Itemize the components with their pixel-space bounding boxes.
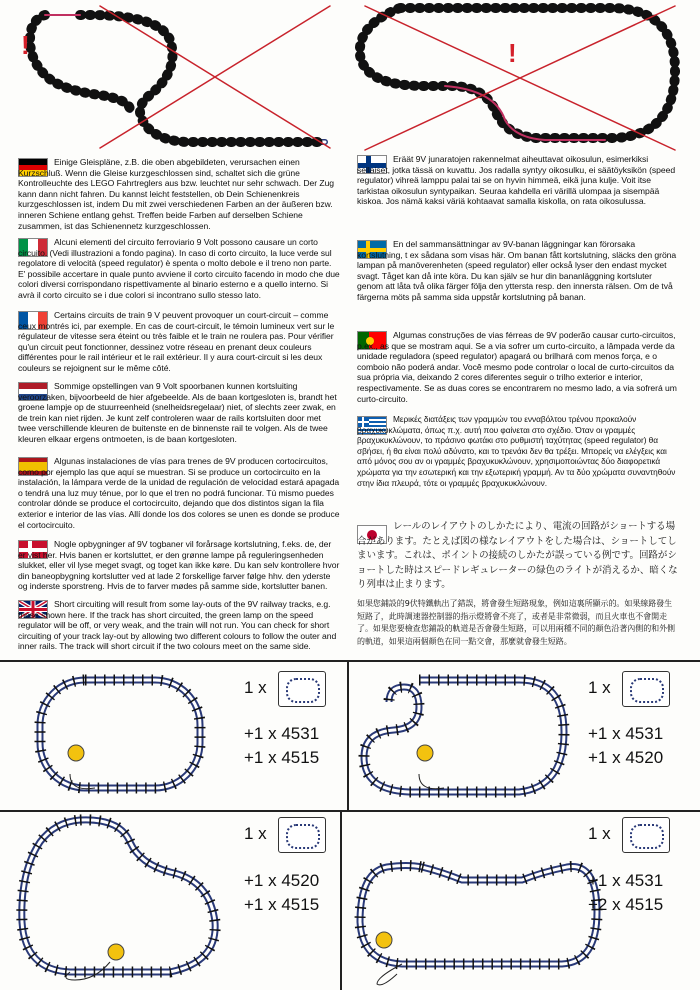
text-english: Short circuiting will result from some lay-outs of the 9V railway tracks, e.g. those shown here. If the track has short circuited, the green lamp on the speed regulator will be off, or very weak, and the train will not run. You can check for short circuiting of your track lay-out by allowing two different colours to follow the outer and inner rails. The track will short circuit if the two colours meet on the same side.	[18, 599, 337, 652]
text-swedish: En del sammansättningar av 9V-banan läggningar kan förorsaka kortslutning, t ex sådana som visas här. Om banan fått kortslutning, släcks den gröna lampan på manöverenheten (speed regulator) eller också lyser den endast mycket svagt. Tåget kan då inte köra. Du kan själv se hur din bananläggning kortsluter genom att låta två olika färger följa den yttersta resp. den innersta rälsen. Om de två färgerna möts på samma sida uppstår kortslutning på banan.	[357, 239, 677, 302]
set-1-track-loop-icon	[278, 671, 326, 707]
speed-regulator-icon	[68, 745, 84, 761]
set-2-track-loop-icon	[622, 671, 670, 707]
warning-mark-right: !	[508, 38, 517, 68]
text-chinese: 如果您鋪設的9伏特鐵軌出了錯誤，將會發生短路現象，例如這裏所顯示的。如果線路發生短路了，此時調速器控制器的指示燈將會不亮了，或者是非常微弱，而且火車也不會開走了。如果您要檢查您鋪設的軌道是否會發生短路，可以用兩種不同的顏色沿著內側的和外側的軌道，如果這兩個顏色在同一點交會，那麼就會發生短路。	[357, 599, 675, 646]
set-2-line2: +1 x 4520	[588, 748, 664, 767]
text-finnish: Eräät 9V junaratojen rakennelmat aiheuttavat oikosulun, esimerkiksi sellaiset, jotka tässä on kuvattu. Jos radalla syntyy oikosulku, ei säätöyksikön (speed regulator) vihreä lamppu palai tai se on hyvin himmeä, eikä juna kulje. Voit itse tarkistaa oikosulun syntypaikan. Seuraa kahdella eri värillä ulompaa ja sisempää kiskoa. Jos nämä kaksi väriä kohtaavat samalla kiskolla, on rata oikosulussa.	[357, 154, 676, 207]
set-1-count: 1 x	[244, 678, 267, 697]
speed-regulator-icon	[108, 944, 124, 960]
set-2-count: 1 x	[588, 678, 611, 697]
set-3-line2: +1 x 4515	[244, 895, 320, 914]
set-1-line1: +1 x 4531	[244, 724, 320, 743]
set-2-line1: +1 x 4531	[588, 724, 664, 743]
set-3-count: 1 x	[244, 824, 267, 843]
speed-regulator-icon	[417, 745, 433, 761]
warning-mark-left: !	[21, 30, 30, 60]
text-spanish: Algunas instalaciones de vías para trenes de 9V producen cortocircuitos, como por ejemplo las que aquí se muestran. Si se produce un cortocircuito en la instalación, la lámpara verde de la unidad de regulación de velocidad estará apagada o tendrá una luz muy ténue, por lo que el tren no podrá funcionar. Tú mismo puedes controlar dónde se produce el cortocircuito, dejando que dos distintos sigan la fila exterior e interior de las vías. Allí donde los dos colores se unen es donde se produce el cortocircuito.	[18, 456, 340, 530]
text-dutch: Sommige opstellingen van 9 Volt spoorbanen kunnen kortsluiting veroorzaken, bijvoorbeeld de hier afgebeelde. Als de baan kortgesloten is, brandt het groene lampje op de stuurreenheid (snelheidsregelaar) niet, of slechts zeer zwak, en de trein kan niet rijden. Je kunt zelf controleren waar de rails kortsluiten door met twee verschillende kleuren de buitenste en de binnenste rail te volgen. Als de twee kleuren elkaar ergens ontmoeten, is de baan kortgesloten.	[18, 381, 337, 444]
text-portuguese: Algumas construções de vias férreas de 9V poderão causar curto-circuitos, p.ex., as que se mostram aqui. Se a via sofrer um curto-circuito, a lâmpada verde da unidade reguladora (speed regulator) apagará ou brilhará com menos força, e o comboio não poderá andar. Você mesmo pode controlar o local de curto-circuitos da sua própria via, deixando 2 cores diferentes seguir o trilho exterior e interior, respectivamente. Se as duas cores se encontrarem no mesmo lado, a via sofrerá um curto-circuito.	[357, 330, 677, 404]
set-3-line1: +1 x 4520	[244, 871, 320, 890]
set-1-line2: +1 x 4515	[244, 748, 320, 767]
set-4-line1: +1 x 4531	[588, 871, 664, 890]
set-4-count: 1 x	[588, 824, 611, 843]
text-japanese: レールのレイアウトのしかたにより、電流の回路がショートする場合があります。たとえば図の様なレイアウトをした場合は、ショートしてしまいます。これは、ポイントの接続のしかたが誤っている例です。回路がショートした時はスピードレギュレーターの緑色のライトが消えるか、暗くなり列車は止まります。	[357, 521, 678, 590]
text-german: Einige Gleispläne, z.B. die oben abgebildeten, verursachen einen Kurzschluß. Wenn die Gleise kurzgeschlossen sind, schaltet sich die grüne Kontrolleuchte des LEGO Fahrtreglers aus bzw. leuchtet nur sehr schwach. Der Zug kann dann nicht fahren. Du kannst leicht feststellen, ob Dein Schienenkreis kurzgeschlossen ist, indem Du mit zwei verschiedenen Farben an der äußeren bzw. inneren Schiene entlang gehst. Treffen beide Farben auf derselben Schiene zusammen, ist das Schienennetz kurzgeschlossen.	[18, 157, 335, 231]
set-3-track-loop-icon	[278, 817, 326, 853]
invalid-layout-left	[0, 0, 340, 150]
text-greek: Μερικές διατάξεις των γραμμών του ενναβόλτου τρένου προκαλούν βραχυκυκλώματα, όπως π.χ. αυτή που φαίνεται στο σχέδιο. Όταν οι γραμμές βραχυκυκλώνουν, το πράσινο φωτάκι στο ρυθμιστή ταχύτητας (speed regulator) θα σβήσει, ή θα είναι πολύ αδύνατο, και το τρενάκι δεν θα τρέξει. Μπορείς να ελέγξεις και από μόνος σου αν οι γραμμές βραχυκυκλώνουν, χρησιμοποιώντας δύο διαφορετικά χρώματα για την εσωτερική και την εξωτερική γραμμή. Αν τα δύο χρώματα συναντηθούν στην ίδια πλευρά, τότε οι γραμμές βραχυκυκλώνουν.	[357, 414, 676, 488]
text-italian: Alcuni elementi del circuito ferroviario 9 Volt possono causare un corto circuito. (Vedi illustrazioni a fondo pagina). In caso di corto circuito, la luce verde sul regolatore di velocità (speed regulator) è spenta o molto debole e il treno non parte. E' possibile accertare in quale punto avviene il corto circuito facendo in modo che due colori diversi corrispondano rispettivamente al binario esterno e a quello interno. Si avrà il corto circuito se i due colori si incontrano sullo stesso lato.	[18, 237, 340, 300]
invalid-layout-right	[345, 0, 700, 150]
text-french: Certains circuits de train 9 V peuvent provoquer un court-circuit – comme ceux montrés ici, par exemple. En cas de court-circuit, le témoin lumineux vert sur le régulateur de vitesse sera éteint ou très faible et le train ne roulera pas. Pour vérifier qu'un circuit peut fonctionner, dessinez votre réseau en prenant deux couleurs différentes pour le rail intérieur et le rail extérieur. Il y aura court-circuit si les deux couleurs se rejoignent sur le même côté.	[18, 310, 335, 373]
speed-regulator-icon	[376, 932, 392, 948]
text-danish: Nogle opbygninger af 9V togbaner vil forårsage kortslutning, f.eks. de, der er vist her. Hvis banen er kortsluttet, er den grønne lampe på reguleringsenheden slukket, eller vil lyse meget svagt, og toget kan ikke køre. Du kan selv kontrollere hvor din baneopbygning kortslutter ved at lade 2 forskellige farver følge hhv. den yderste og inderste sporstreng. Hvis de to farver mødes på samme side, kortslutter banen.	[18, 539, 340, 592]
set-4-line2: +2 x 4515	[588, 895, 664, 914]
set-4-track-loop-icon	[622, 817, 670, 853]
